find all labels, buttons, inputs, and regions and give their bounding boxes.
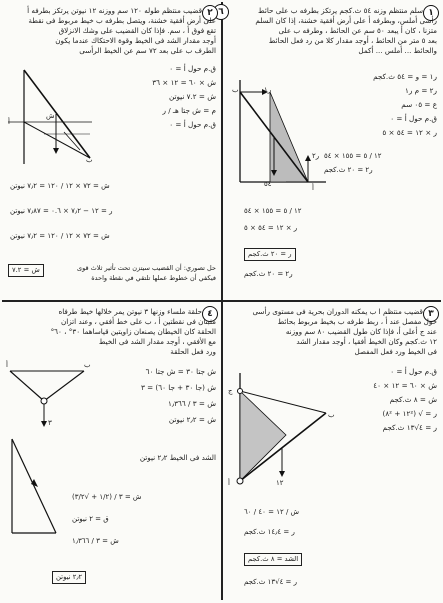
problem-text-line: على أرض أفقية خشنة، ويتصل بطرفه ب خيط مربوط فى نقطة [28, 16, 216, 25]
problem-text-line: حول مفصل عند أ ، ربط طرفه ب بخيط مربوط بحائط [277, 317, 437, 326]
reaction-1-label: ر١ [264, 86, 272, 94]
working-line: ر٢ = ٢٠ ث.كجم [244, 270, 293, 278]
solution-line: ر١ = و = ٥٤ ث.كجم [373, 72, 437, 81]
result-box: الشد = ٨ ث.كجم [244, 553, 302, 566]
problem-text-line: رأسى أملس، وبطرفه أ على أرض أفقية خشنة، إذا كان السلم [255, 16, 437, 25]
fraction-line: ش = ٧٢ × ١٢ / ١٢٠ = ٧٫٢ نيوتن [10, 232, 110, 240]
problem-text-line: تقع فوق أ ، سم. فإذا كان القضيب على وشك الانزلاق [58, 26, 216, 35]
problem-text-line: سلم منتظم وزنه ٥٤ ث.كجم يرتكز بطرفه ب على حائط [258, 6, 423, 15]
solution-line: ش = ٣ / ١٫٣٦٦ [167, 399, 216, 408]
solution-line: ع = ٠٥ سم [401, 100, 437, 109]
problem-number: ١ [423, 5, 439, 21]
point-a-label: أ [6, 361, 8, 369]
fraction-line: ش = ٣ / (١/٢ + √٣/٢) [72, 493, 142, 501]
result-box: ش = ٧.٢ [8, 264, 44, 277]
solution-line: ش (جا ٣٠ + جا ٦٠) = ٣ [140, 383, 216, 392]
solution-line: ق.م حول أ = ٠ [390, 114, 437, 123]
problem-text-line: بعد ٥ متر من الحائط ، أوجد مقدار كلا من رد فعل الحائط [268, 36, 437, 45]
solution-line: ش جتا ٣٠ = ش جتا ٦٠ [145, 367, 216, 376]
point-a-label: أ [312, 184, 314, 192]
problem-text-line: والحائط ... أملس ... أكمل [358, 46, 437, 55]
point-b-label: ب [86, 156, 93, 164]
working-line: ١٢ / ٥ = ١٥٥ × ٥٤ [244, 207, 302, 215]
solution-line: ق.م حول أ = ٠ [390, 367, 437, 376]
solution-line: م = ش جتا هـ / ر [162, 106, 216, 115]
problem-3-panel [224, 303, 441, 601]
problem-number: ٢ [202, 5, 218, 21]
problem-text-line: فى الخيط ورد فعل المفصل [354, 347, 437, 356]
point-b-label: ب [232, 86, 239, 94]
problem-text-line: مع الأفقي ، أوجد مقدار الشد فى الخيط [98, 337, 216, 346]
solution-line: ر٢ = م ر١ [404, 86, 437, 95]
solution-line: ش × ٦٠ = ١٢ × ٣٦ [152, 78, 216, 87]
fraction-line: ١٢ / ٥ = ١٥٥ × ٥٤ [324, 152, 382, 160]
point-a-label: أ [228, 479, 230, 487]
problem-text-line: الطرف ب على بعد ٧٢ سم عن الخيط الرأسى [79, 46, 216, 55]
note-line: حل تصوري: أن القضيب سيتزن تحت تأثير ثلاث قوى [77, 264, 216, 272]
fraction-line: ر = ١٢ − ٧٫٢ × ٠.٦ = ٧٫٨٧ نيوتن [10, 207, 113, 215]
problem-text-line: قضيب منتظم ا ب يمكنه الدوران بحرية فى مستوى رأسى [252, 307, 423, 316]
working-line: ر = ٤√١٣ ث.كجم [244, 578, 298, 586]
problem-number: ٣ [423, 306, 439, 322]
result-box: ٢٫٢ نيوتن [52, 571, 86, 584]
solution-line: ر × ١٢ = ٥٤ × ٥ [382, 128, 437, 137]
weight-label: ٣ [48, 419, 52, 427]
fraction-line: ر٢ = ٢٠ ث.كجم [324, 166, 373, 174]
fraction-line: ق = ٢ نيوتن [72, 515, 109, 523]
horizontal-divider [2, 300, 441, 302]
ladder-diagram [226, 62, 336, 192]
point-b-label: ب [84, 361, 91, 369]
tension-label: ش [46, 112, 55, 120]
problem-text-line: مثبتان فى نقطتين أ ، ب على خط أفقي ، وعند اتزان [60, 317, 216, 326]
problem-text-line: قضيب منتظم طوله ١٢٠ سم ووزنه ١٢ نيوتن يرتكز بطرفه أ [27, 6, 202, 15]
hinged-rod-diagram [226, 363, 338, 491]
point-b-label: ب [328, 411, 335, 419]
fraction-line: ش / ١٢ = ٤٠ / ٦٠ [244, 508, 300, 516]
force-triangle-diagram [4, 433, 64, 543]
solution-line: ش × ٦٠ = ١٢ × ٤٠ [373, 381, 437, 390]
problem-4-panel [2, 303, 220, 601]
problem-text-line: ١٢ ث.كجم وكان الخيط أفقيا ، أوجد مقدار الشد [296, 337, 437, 346]
solution-line: ق.م حول أ = ٠ [169, 64, 216, 73]
solution-line: ر = √ (١٢² + ٨²) [382, 409, 437, 418]
reaction-2-label: ر٢ [312, 152, 320, 160]
fraction-line: ر = ١٤٫٤ ث.كجم [244, 528, 295, 536]
fraction-line: ش = ٧٢ × ١٢ / ١٢٠ = ٧٫٢ نيوتن [10, 182, 110, 190]
weight-label: ٥٤ [264, 180, 272, 188]
problem-text-line: أوجد مقدار الشد فى الخيط وقوة الاحتكاك عندما يكون [55, 36, 216, 45]
problem-text-line: حلقة ملساء وزنها ٣ نيوتن يمر خلالها خيط طرفاه [58, 307, 202, 316]
problem-text-line: ورد فعل الحلقة [170, 347, 216, 356]
problem-number: ٤ [202, 306, 218, 322]
working-line: ش = ٣ / ١٫٣٦٦ [72, 537, 119, 545]
solution-line: ر = ٤√١٣ ث.كجم [382, 423, 437, 432]
solution-line: ش = ٨ ث.كجم [389, 395, 437, 404]
solution-line: ش = ٧.٢ نيوتن [168, 92, 216, 101]
point-c-label: ج [228, 387, 233, 395]
problem-1-panel [224, 2, 441, 299]
problem-text-line: عند ج أعلى أ، فإذا كان طول القضيب ٨٠ سم ووزنه [285, 327, 437, 336]
solution-line: ق.م حول أ = ٠ [169, 120, 216, 129]
note-line: فيكفي أن خطوط عملها تلتقي في نقطة واحدة [91, 274, 216, 282]
solution-line: ش = ٢٫٢ نيوتن [168, 415, 216, 424]
weight-label: ١٢ [276, 479, 284, 487]
result-box: ر = ٢٠ ث.كجم [244, 248, 296, 261]
problem-text-line: الحلقة كان الخيطان يصنعان زاويتين قياساهما ٣٠° ، ٦٠° [50, 327, 216, 336]
problem-text-line: متزنا ، كان أ يبعد ٥٠ سم عن الحائط ، وطرفه ب على [278, 26, 437, 35]
page-number-badge: ٦ [213, 4, 229, 20]
working-line: ر × ١٢ = ٥٤ × ٥ [244, 224, 298, 232]
solution-line: الشد فى الخيط ٢٫٢ نيوتن [139, 453, 216, 462]
point-a-label: أ [8, 118, 10, 126]
problem-2-panel [2, 2, 220, 299]
